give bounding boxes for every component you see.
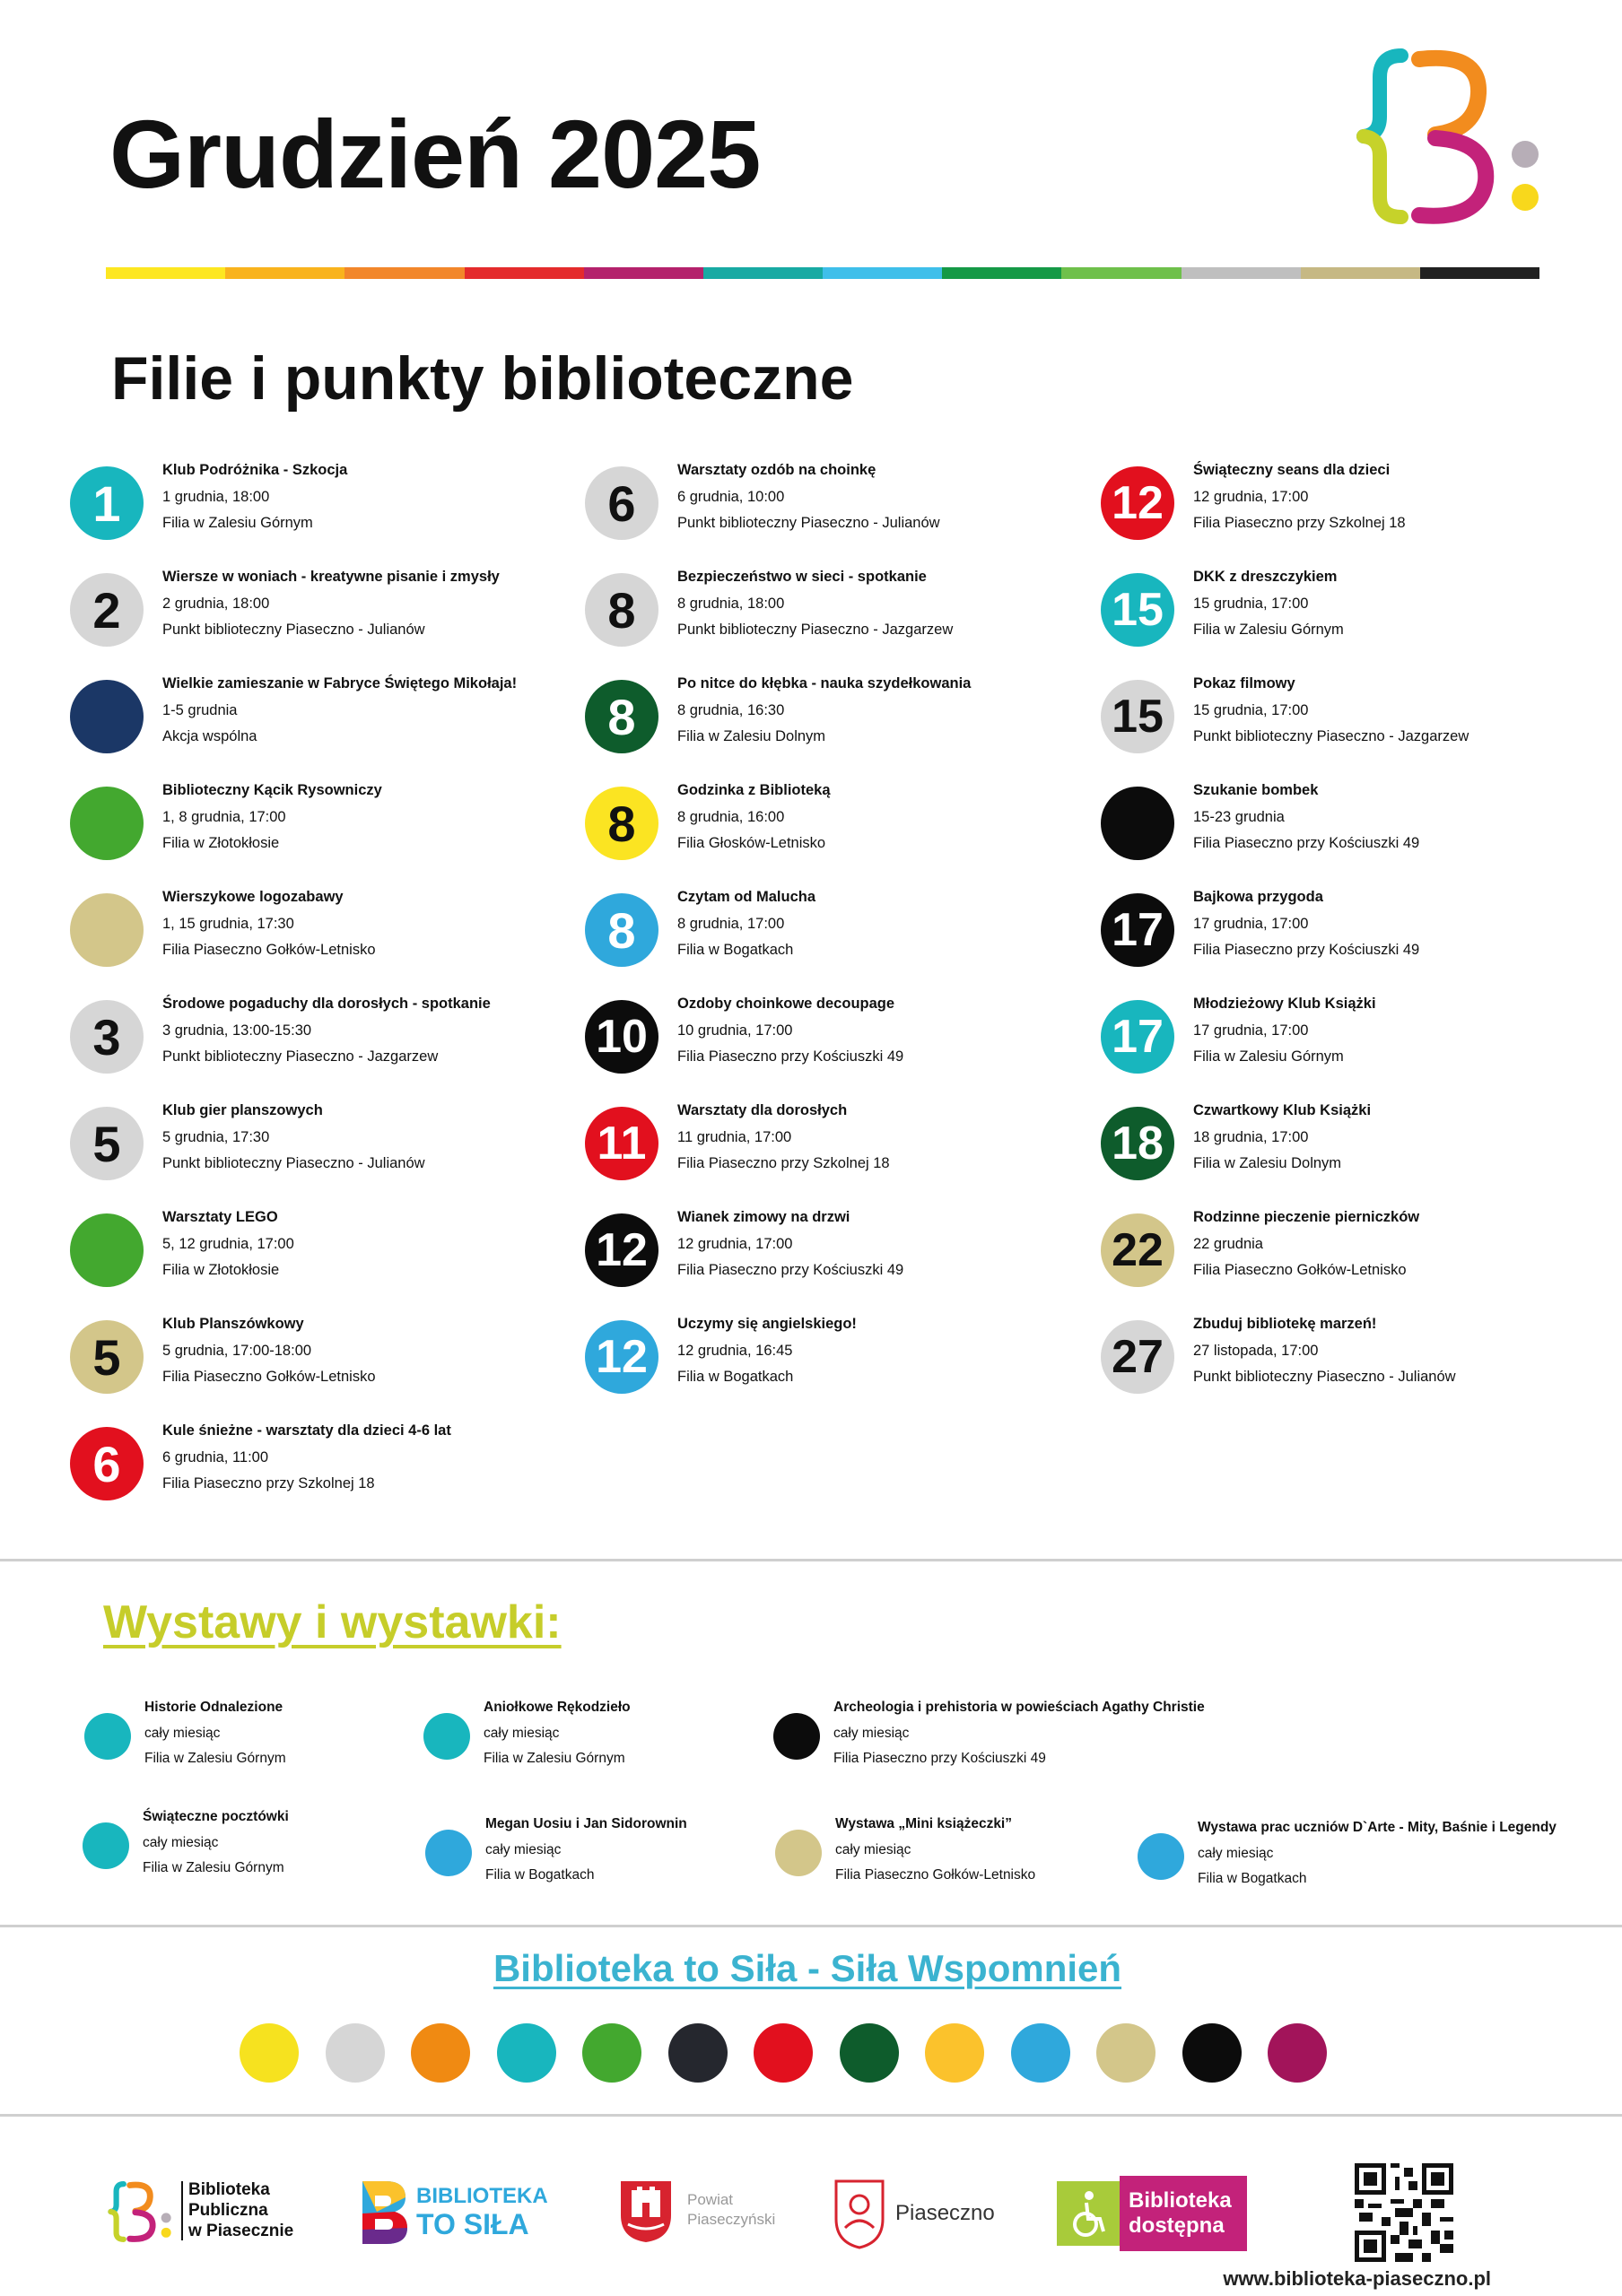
event-date: 15-23 grudnia: [1193, 808, 1285, 825]
event-date: 5, 12 grudnia, 17:00: [162, 1235, 294, 1252]
event-number-badge: 17: [1101, 893, 1174, 967]
event-date: 3 grudnia, 13:00-15:30: [162, 1022, 312, 1039]
event-number-badge: 8: [585, 893, 658, 967]
event-place: Filia Piaseczno przy Szkolnej 18: [162, 1475, 375, 1492]
event-number-badge: 6: [70, 1427, 144, 1500]
exhibition-title: Historie Odnalezione: [144, 1700, 283, 1715]
event-place: Filia w Bogatkach: [677, 942, 794, 958]
color-dot: [240, 2023, 299, 2083]
logo-piaseczno: [833, 2178, 1012, 2249]
event-number-badge: 17: [1101, 1000, 1174, 1074]
event-number-badge: 18: [1101, 1107, 1174, 1180]
event-date: 8 grudnia, 17:00: [677, 915, 785, 932]
event-title: Bajkowa przygoda: [1193, 889, 1323, 905]
event-date: 15 grudnia, 17:00: [1193, 595, 1309, 612]
exhibition-dot: [84, 1713, 131, 1760]
color-dot: [840, 2023, 899, 2083]
color-strip-segment: [465, 267, 584, 279]
event-date: 1, 8 grudnia, 17:00: [162, 808, 286, 825]
color-strip-segment: [106, 267, 225, 279]
event-title: Młodzieżowy Klub Książki: [1193, 996, 1376, 1012]
logo1-line: w Piasecznie: [188, 2222, 294, 2240]
event-title: Warsztaty ozdób na choinkę: [677, 462, 876, 478]
event-title: Wiersze w woniach - kreatywne pisanie i zmysły: [162, 569, 500, 585]
event-date: 5 grudnia, 17:30: [162, 1128, 270, 1145]
event-number-badge: 5: [70, 1107, 144, 1180]
event-number-badge: 5: [70, 1320, 144, 1394]
color-strip: [106, 267, 1539, 279]
exhibition-dot: [773, 1713, 820, 1760]
logo3-line: Piaseczyński: [687, 2211, 776, 2228]
color-strip-segment: [703, 267, 823, 279]
event-place: Filia Piaseczno Gołków-Letnisko: [1193, 1262, 1407, 1278]
event-date: 17 grudnia, 17:00: [1193, 1022, 1309, 1039]
event-date: 17 grudnia, 17:00: [1193, 915, 1309, 932]
exhibition-date: cały miesiąc: [1198, 1845, 1274, 1861]
event-place: Filia Piaseczno Gołków-Letnisko: [162, 942, 376, 958]
color-dot: [925, 2023, 984, 2083]
exhibition-dot: [425, 1830, 472, 1876]
event-place: Filia w Zalesiu Górnym: [162, 515, 313, 531]
section-title: Filie i punkty biblioteczne: [111, 344, 854, 413]
exhibition-place: Filia Piaseczno przy Kościuszki 49: [833, 1751, 1046, 1766]
event-title: Warsztaty LEGO: [162, 1209, 278, 1225]
event-number-badge: [70, 893, 144, 967]
event-date: 27 listopada, 17:00: [1193, 1342, 1319, 1359]
event-place: Punkt biblioteczny Piaseczno - Julianów: [1193, 1369, 1456, 1385]
event-title: Godzinka z Biblioteką: [677, 782, 831, 798]
coat-of-arms-icon: [619, 2179, 673, 2244]
exhibition-dot: [423, 1713, 470, 1760]
event-date: 6 grudnia, 11:00: [162, 1448, 269, 1465]
event-title: Wielkie zamieszanie w Fabryce Świętego Mikołaja!: [162, 675, 518, 691]
event-place: Filia Piaseczno przy Szkolnej 18: [1193, 515, 1406, 531]
event-place: Filia Głosków-Letnisko: [677, 835, 826, 851]
event-number-badge: [70, 787, 144, 860]
event-place: Filia w Złotokłosie: [162, 835, 280, 851]
color-strip-segment: [584, 267, 703, 279]
event-title: Rodzinne pieczenie pierniczków: [1193, 1209, 1420, 1225]
event-date: 1-5 grudnia: [162, 701, 238, 718]
logo1-line: Publiczna: [188, 2201, 268, 2220]
event-number-badge: 15: [1101, 573, 1174, 647]
to-sila-mark-icon: [359, 2178, 409, 2246]
event-date: 6 grudnia, 10:00: [677, 488, 785, 505]
exhibition-date: cały miesiąc: [143, 1834, 219, 1850]
exhibition-dot: [775, 1830, 822, 1876]
logo-powiat: [619, 2178, 798, 2249]
piaseczno-crest-icon: [833, 2178, 886, 2249]
color-strip-segment: [1182, 267, 1301, 279]
exhibition-title: Wystawa prac uczniów D`Arte - Mity, Baśnie i Legendy: [1198, 1820, 1557, 1835]
event-number-badge: 2: [70, 573, 144, 647]
event-title: Po nitce do kłębka - nauka szydełkowania: [677, 675, 972, 691]
color-strip-segment: [1061, 267, 1181, 279]
logo-biblioteka-publiczna: [108, 2178, 314, 2249]
event-title: Czwartkowy Klub Książki: [1193, 1102, 1372, 1118]
event-place: Akcja wspólna: [162, 728, 257, 744]
logo5-line: Biblioteka: [1129, 2188, 1232, 2213]
qr-code-icon: [1355, 2163, 1453, 2262]
event-title: Uczymy się angielskiego!: [677, 1316, 857, 1332]
event-place: Filia Piaseczno przy Kościuszki 49: [677, 1262, 904, 1278]
exhibition-date: cały miesiąc: [833, 1725, 910, 1741]
exhibition-date: cały miesiąc: [144, 1725, 221, 1741]
color-dot: [668, 2023, 728, 2083]
event-place: Punkt biblioteczny Piaseczno - Julianów: [162, 1155, 425, 1171]
website-link[interactable]: www.biblioteka-piaseczno.pl: [1223, 2267, 1491, 2290]
logo2-line: TO SIŁA: [416, 2208, 529, 2240]
event-number-badge: 8: [585, 680, 658, 753]
exhibition-title: Świąteczne pocztówki: [143, 1809, 289, 1824]
event-place: Filia Piaseczno Gołków-Letnisko: [162, 1369, 376, 1385]
event-place: Filia Piaseczno przy Kościuszki 49: [1193, 835, 1420, 851]
event-title: Klub gier planszowych: [162, 1102, 323, 1118]
logo3-line: Powiat: [687, 2191, 734, 2208]
logo5-line: dostępna: [1129, 2213, 1225, 2238]
divider: [0, 1925, 1622, 1927]
color-dot: [1096, 2023, 1155, 2083]
event-number-badge: 27: [1101, 1320, 1174, 1394]
event-place: Filia Piaseczno przy Kościuszki 49: [677, 1048, 904, 1065]
event-date: 8 grudnia, 18:00: [677, 595, 785, 612]
logo-biblioteka-dostepna: [1057, 2176, 1249, 2251]
event-date: 12 grudnia, 16:45: [677, 1342, 793, 1359]
event-date: 15 grudnia, 17:00: [1193, 701, 1309, 718]
divider: [0, 2114, 1622, 2117]
event-date: 18 grudnia, 17:00: [1193, 1128, 1309, 1145]
event-place: Filia w Zalesiu Górnym: [1193, 622, 1344, 638]
exhibition-title: Aniołkowe Rękodzieło: [484, 1700, 631, 1715]
exhibition-title: Megan Uosiu i Jan Sidorownin: [485, 1816, 687, 1831]
event-title: Ozdoby choinkowe decoupage: [677, 996, 895, 1012]
color-dot: [326, 2023, 385, 2083]
event-title: Wianek zimowy na drzwi: [677, 1209, 850, 1225]
event-place: Punkt biblioteczny Piaseczno - Jazgarzew: [162, 1048, 439, 1065]
event-title: Bezpieczeństwo w sieci - spotkanie: [677, 569, 927, 585]
event-place: Filia w Zalesiu Dolnym: [1193, 1155, 1342, 1171]
divider: [0, 1559, 1622, 1561]
event-title: Czytam od Malucha: [677, 889, 816, 905]
event-date: 2 grudnia, 18:00: [162, 595, 270, 612]
color-strip-segment: [1420, 267, 1539, 279]
event-place: Filia w Bogatkach: [677, 1369, 794, 1385]
exhibition-title: Wystawa „Mini książeczki”: [835, 1816, 1012, 1831]
logo2-line: BIBLIOTEKA: [416, 2184, 548, 2208]
event-date: 12 grudnia, 17:00: [677, 1235, 793, 1252]
event-place: Filia w Zalesiu Dolnym: [677, 728, 826, 744]
color-dot: [582, 2023, 641, 2083]
event-title: DKK z dreszczykiem: [1193, 569, 1338, 585]
event-title: Warsztaty dla dorosłych: [677, 1102, 848, 1118]
event-number-badge: 8: [585, 787, 658, 860]
event-place: Filia w Zalesiu Górnym: [1193, 1048, 1344, 1065]
exhibition-date: cały miesiąc: [484, 1725, 560, 1741]
event-title: Pokaz filmowy: [1193, 675, 1295, 691]
slogan: Biblioteka to Siła - Siła Wspomnień: [493, 1947, 1122, 1989]
event-place: Punkt biblioteczny Piaseczno - Julianów: [162, 622, 425, 638]
event-date: 22 grudnia: [1193, 1235, 1263, 1252]
page-title: Grudzień 2025: [109, 100, 761, 208]
event-number-badge: 12: [585, 1320, 658, 1394]
exhibition-place: Filia w Zalesiu Górnym: [143, 1860, 284, 1875]
color-dot: [411, 2023, 470, 2083]
library-mark-icon: [108, 2178, 172, 2246]
event-place: Filia Piaseczno przy Szkolnej 18: [677, 1155, 890, 1171]
exhibition-dot: [1138, 1833, 1184, 1880]
event-date: 5 grudnia, 17:00-18:00: [162, 1342, 312, 1359]
color-strip-segment: [344, 267, 464, 279]
event-place: Punkt biblioteczny Piaseczno - Julianów: [677, 515, 940, 531]
event-number-badge: 12: [1101, 466, 1174, 540]
color-dot: [1268, 2023, 1327, 2083]
color-strip-segment: [823, 267, 942, 279]
event-number-badge: 10: [585, 1000, 658, 1074]
color-strip-segment: [225, 267, 344, 279]
event-number-badge: 1: [70, 466, 144, 540]
color-dot: [754, 2023, 813, 2083]
event-number-badge: 15: [1101, 680, 1174, 753]
exhibition-place: Filia w Bogatkach: [1198, 1871, 1307, 1886]
exhibition-place: Filia w Zalesiu Górnym: [484, 1751, 625, 1766]
event-number-badge: [70, 1213, 144, 1287]
event-number-badge: [70, 680, 144, 753]
event-date: 1 grudnia, 18:00: [162, 488, 270, 505]
event-number-badge: 22: [1101, 1213, 1174, 1287]
logo1-line: Biblioteka: [188, 2180, 270, 2199]
color-strip-segment: [1301, 267, 1420, 279]
event-date: 12 grudnia, 17:00: [1193, 488, 1309, 505]
event-title: Świąteczny seans dla dzieci: [1193, 462, 1391, 478]
exhibitions-title: Wystawy i wystawki:: [103, 1596, 562, 1648]
exhibition-place: Filia w Zalesiu Górnym: [144, 1751, 286, 1766]
event-number-badge: 11: [585, 1107, 658, 1180]
exhibition-date: cały miesiąc: [835, 1841, 911, 1857]
event-date: 8 grudnia, 16:30: [677, 701, 785, 718]
event-place: Filia w Złotokłosie: [162, 1262, 280, 1278]
color-dot: [1182, 2023, 1242, 2083]
event-title: Wierszykowe logozabawy: [162, 889, 344, 905]
event-title: Klub Planszówkowy: [162, 1316, 304, 1332]
event-date: 10 grudnia, 17:00: [677, 1022, 793, 1039]
event-number-badge: 12: [585, 1213, 658, 1287]
event-number-badge: [1101, 787, 1174, 860]
event-title: Środowe pogaduchy dla dorosłych - spotkanie: [162, 996, 491, 1012]
event-title: Szukanie bombek: [1193, 782, 1319, 798]
accessibility-icon: [1057, 2181, 1121, 2246]
color-dot: [497, 2023, 556, 2083]
event-date: 1, 15 grudnia, 17:30: [162, 915, 294, 932]
logo4-text: Piaseczno: [895, 2201, 995, 2225]
event-number-badge: 8: [585, 573, 658, 647]
event-title: Biblioteczny Kącik Rysowniczy: [162, 782, 382, 798]
event-title: Zbuduj bibliotekę marzeń!: [1193, 1316, 1377, 1332]
exhibition-dot: [83, 1822, 129, 1869]
exhibition-place: Filia w Bogatkach: [485, 1867, 595, 1883]
exhibition-place: Filia Piaseczno Gołków-Letnisko: [835, 1867, 1036, 1883]
library-logo-top: [1355, 47, 1543, 226]
event-number-badge: 3: [70, 1000, 144, 1074]
event-title: Klub Podróżnika - Szkocja: [162, 462, 348, 478]
event-title: Kule śnieżne - warsztaty dla dzieci 4-6 lat: [162, 1422, 451, 1439]
exhibition-date: cały miesiąc: [485, 1841, 562, 1857]
color-dot: [1011, 2023, 1070, 2083]
color-strip-segment: [942, 267, 1061, 279]
event-place: Punkt biblioteczny Piaseczno - Jazgarzew: [677, 622, 954, 638]
event-number-badge: 6: [585, 466, 658, 540]
exhibition-title: Archeologia i prehistoria w powieściach Agathy Christie: [833, 1700, 1205, 1715]
event-date: 11 grudnia, 17:00: [677, 1128, 792, 1145]
logo-biblioteka-to-sila: [359, 2178, 565, 2249]
event-place: Filia Piaseczno przy Kościuszki 49: [1193, 942, 1420, 958]
event-date: 8 grudnia, 16:00: [677, 808, 785, 825]
event-place: Punkt biblioteczny Piaseczno - Jazgarzew: [1193, 728, 1469, 744]
